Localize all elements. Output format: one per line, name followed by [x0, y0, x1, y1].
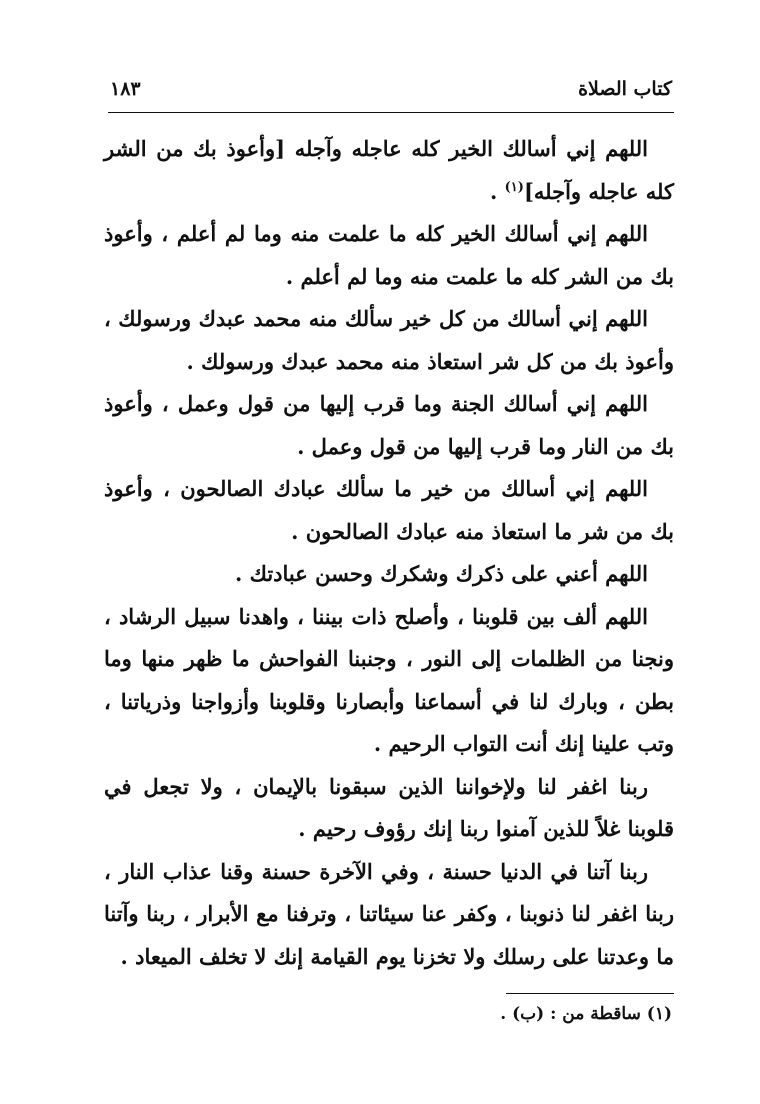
paragraph-1 [104, 128, 674, 213]
page-number: ١٨٣ [110, 78, 141, 100]
running-head [110, 78, 672, 108]
paragraph-1-text: اللهم إني أسالك الخير كله عاجله وآجله [وأعوذ بك من الشر كله عاجله وآجله] [104, 136, 674, 204]
paragraph-5: اللهم إني أسالك من خير ما سألك عبادك الصالحون ، وأعوذ بك من شر ما استعاذ منه عبادك الصالحون . [104, 476, 674, 544]
paragraph-2: اللهم إني أسالك الخير كله ما علمت منه وما لم أعلم ، وأعوذ بك من الشر كله ما علمت منه وما لم أعلم . [104, 221, 674, 289]
footnote-rule [506, 993, 674, 994]
footnote: (١) ساقطة من : (ب) . [500, 1004, 672, 1024]
paragraph-9: ربنا آتنا في الدنيا حسنة ، وفي الآخرة حسنة وقنا عذاب النار ، ربنا اغفر لنا ذنوبنا ، وكفر عنا سيئاتنا ، وترفنا مع الأبرار ، ربنا وآتنا ما وعدتنا على رسلك ولا تخزنا يوم القيامة إنك لا تخلف الميعاد . [104, 858, 674, 969]
paragraph-8: ربنا اغفر لنا ولإخواننا الذين سبقونا بالإيمان ، ولا تجعل في قلوبنا غلاً للذين آمنوا ربنا إنك رؤوف رحيم . [104, 773, 674, 841]
book-title: كتاب الصلاة [578, 78, 672, 100]
paragraph-4: اللهم إني أسالك الجنة وما قرب إليها من قول وعمل ، وأعوذ بك من النار وما قرب إليها من قول وعمل . [104, 391, 674, 459]
body-text [104, 128, 674, 978]
paragraph-1-end: . [490, 178, 505, 204]
header-rule [108, 112, 674, 113]
paragraph-3: اللهم إني أسالك من كل خير سألك منه محمد عبدك ورسولك ، وأعوذ بك من كل شر استعاذ منه محمد عبدك ورسولك . [104, 306, 674, 374]
footnote-reference: (١) [504, 179, 524, 195]
paragraph-6: اللهم أعني على ذكرك وشكرك وحسن عبادتك . [235, 561, 648, 586]
paragraph-7: اللهم ألف بين قلوبنا ، وأصلح ذات بيننا ، واهدنا سبيل الرشاد ، ونجنا من الظلمات إلى النور ، وجنبنا الفواحش ما ظهر منها وما بطن ، وبارك لنا في أسماعنا وأبصارنا وقلوبنا وأزواجنا وذرياتنا ، وتب علينا إنك أنت التواب الرحيم . [104, 603, 674, 756]
